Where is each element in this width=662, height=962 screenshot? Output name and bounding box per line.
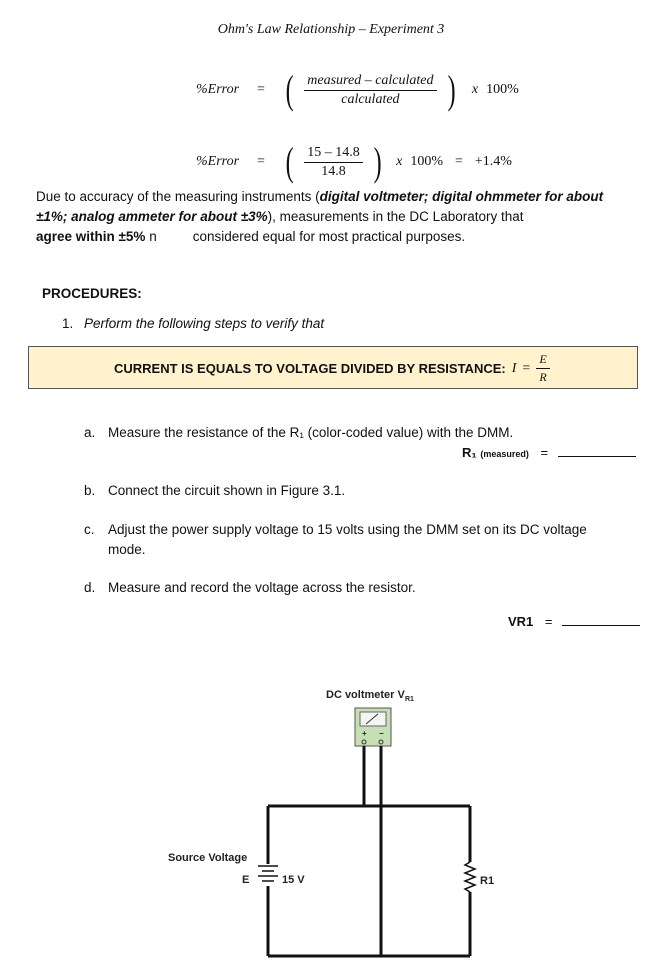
ohms-law-statement xyxy=(114,352,550,385)
voltmeter-label: DC voltmeter V xyxy=(326,689,405,701)
r1-eq: = xyxy=(540,445,549,460)
formula2-numerator: 15 – 14.8 xyxy=(304,145,363,163)
step-b xyxy=(84,481,345,501)
box-num: E xyxy=(536,352,549,369)
voltmeter-minus: − xyxy=(379,729,384,738)
voltmeter-icon xyxy=(355,708,391,746)
resistor-icon xyxy=(465,862,475,892)
formula2-eq2: = xyxy=(455,154,463,169)
step-d xyxy=(84,578,416,598)
source-voltage-label: Source Voltage xyxy=(168,852,248,864)
para-text-3: n xyxy=(145,229,157,244)
formula1-eq: = xyxy=(257,82,265,97)
error-formula-example: %Error = ( $\frac{15 - 14.8}{14.8}$ ) x 100% = +1.4% xyxy=(196,139,512,184)
step-c-letter: c. xyxy=(84,522,95,537)
vr1-eq: = xyxy=(544,614,553,629)
para-bold-instruments: digital voltmeter; digital ohmmeter for about ±1%; analog ammeter for about ±3% xyxy=(36,189,604,224)
box-den: R xyxy=(539,370,547,384)
box-label-text: CURRENT IS EQUALS TO VOLTAGE DIVIDED BY RESISTANCE: xyxy=(114,361,506,376)
circuit-diagram xyxy=(0,660,662,962)
voltmeter-label-sub: R1 xyxy=(405,696,414,703)
r1-label: R₁ xyxy=(462,445,477,460)
formula1-denominator: calculated xyxy=(341,91,400,107)
step-b-text: Connect the circuit shown in Figure 3.1. xyxy=(108,483,346,498)
step-b-letter: b. xyxy=(84,483,96,498)
procedures-heading: PROCEDURES: xyxy=(42,286,142,301)
step-d-letter: d. xyxy=(84,580,96,595)
formula2-eq: = xyxy=(257,154,265,169)
source-e-label: E xyxy=(242,874,250,886)
formula2-lhs: %Error xyxy=(196,154,240,169)
para-text-4: considered equal for most practical purposes. xyxy=(192,229,466,244)
para-text-1: Due to accuracy of the measuring instruments ( xyxy=(36,189,320,204)
resistor-label: R1 xyxy=(480,875,495,887)
voltmeter-display xyxy=(360,712,386,726)
accuracy-paragraph xyxy=(36,187,636,247)
formula2-result: +1.4% xyxy=(474,154,512,169)
formula1-times: x xyxy=(471,82,479,97)
vr1-blank-line[interactable] xyxy=(562,613,640,626)
formula2-denominator: 14.8 xyxy=(321,163,346,179)
para-bold-tolerance: agree within ±5% xyxy=(36,229,146,244)
box-var: I xyxy=(511,360,517,376)
battery-icon xyxy=(258,866,278,881)
formula1-percent: 100% xyxy=(486,82,519,97)
formula2-times: x xyxy=(396,154,403,169)
item1-text: Perform the following steps to verify that xyxy=(84,316,325,331)
step-c xyxy=(84,520,587,560)
r1-blank-line[interactable] xyxy=(558,444,636,457)
voltmeter-plus: + xyxy=(362,729,367,738)
vr1-label: VR1 xyxy=(508,614,534,629)
error-formula-general: %Error = ( $\frac{\text{measured – calculated}}{\text{calculated}}$ ) x 100% xyxy=(196,67,519,112)
formula2-percent: 100% xyxy=(410,154,443,169)
source-value-label: 15 V xyxy=(282,874,305,886)
step-c-text: Adjust the power supply voltage to 15 volts using the DMM set on its DC voltage xyxy=(108,522,587,537)
procedure-item-1 xyxy=(62,316,324,331)
formula1-lhs: %Error xyxy=(196,82,240,97)
step-c-text-cont: mode. xyxy=(108,542,146,557)
r1-measured-field xyxy=(462,444,636,460)
formula1-numerator: measured – calculated xyxy=(304,73,436,91)
page-title: Ohm's Law Relationship – Experiment 3 xyxy=(217,22,445,37)
r1-sub-label: (measured) xyxy=(480,449,529,459)
vr1-field xyxy=(508,613,640,629)
step-a xyxy=(84,423,513,443)
formula2-fraction xyxy=(304,145,363,180)
item1-number: 1. xyxy=(62,316,74,331)
step-d-text: Measure and record the voltage across the resistor. xyxy=(108,580,416,595)
step-a-text: Measure the resistance of the R₁ (color-coded value) with the DMM. xyxy=(108,425,514,440)
step-a-letter: a. xyxy=(84,425,96,440)
box-fraction xyxy=(536,352,549,385)
para-text-2: ), measurements in the DC Laboratory that xyxy=(267,209,524,224)
box-eq: = xyxy=(522,360,531,376)
formula1-fraction xyxy=(304,73,436,108)
